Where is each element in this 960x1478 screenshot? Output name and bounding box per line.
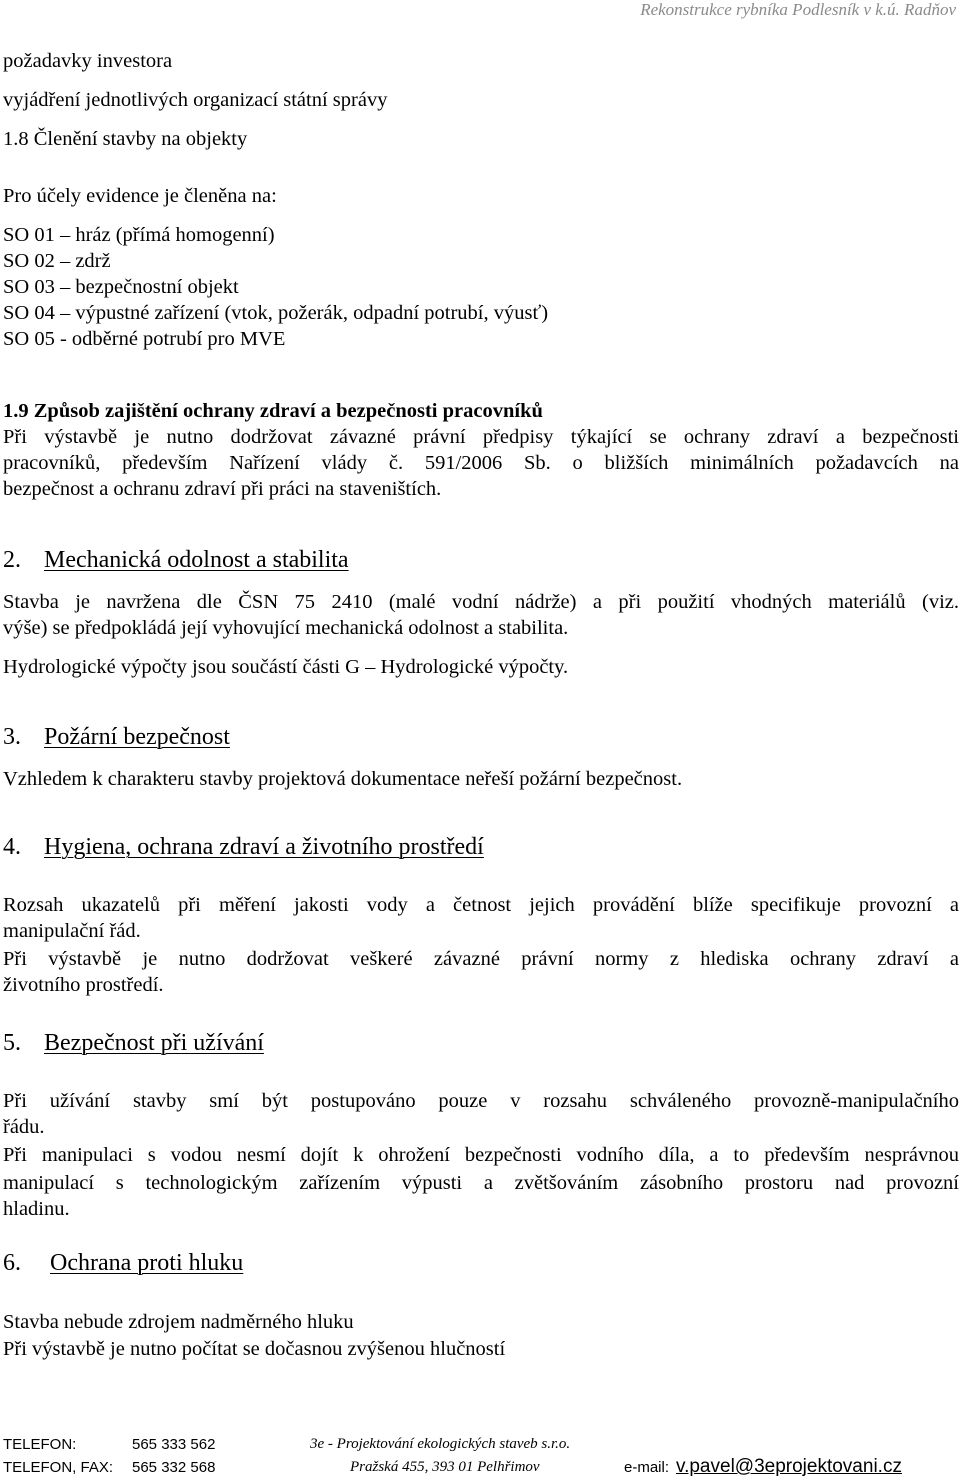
section-5-line: řádu.: [3, 1116, 45, 1138]
section-2-line: výše) se předpokládá její vyhovující mechanická odolnost a stabilita.: [3, 617, 569, 639]
section-4-line: životního prostředí.: [3, 974, 164, 996]
object-item: SO 04 – výpustné zařízení (vtok, požerák, odpadní potrubí, výusť): [3, 302, 549, 324]
footer-company: 3e - Projektování ekologických staveb s.r.o.: [310, 1436, 571, 1452]
section-2-title: Mechanická odolnost a stabilita: [44, 547, 349, 573]
section-4-number: 4.: [3, 834, 21, 860]
footer-fax: 565 332 568: [132, 1459, 216, 1476]
section-6-title: Ochrana proti hluku: [50, 1250, 244, 1276]
footer-email-link[interactable]: v.pavel@3eprojektovani.cz: [676, 1456, 902, 1477]
section-3-line: Vzhledem k charakteru stavby projektová dokumentace neřeší požární bezpečnost.: [3, 768, 683, 790]
footer-address: Pražská 455, 393 01 Pelhřimov: [350, 1459, 540, 1475]
running-header: Rekonstrukce rybníka Podlesník v k.ú. Radňov: [640, 0, 956, 19]
section-1-9-line: Při výstavbě je nutno dodržovat závazné právní předpisy týkající se ochrany zdraví a bezpečnosti: [3, 426, 959, 448]
section-5-line: hladinu.: [3, 1198, 70, 1220]
section-5-number: 5.: [3, 1030, 21, 1056]
footer-phone-label: TELEFON:: [3, 1436, 77, 1453]
section-6-line: Při výstavbě je nutno počítat se dočasnou zvýšenou hlučností: [3, 1338, 506, 1360]
section-1-9-line: bezpečnost a ochranu zdraví při práci na staveništích.: [3, 478, 442, 500]
section-6-number: 6.: [3, 1250, 21, 1276]
intro-line-1: požadavky investora: [3, 50, 173, 72]
section-3-title: Požární bezpečnost: [44, 724, 230, 750]
section-2-number: 2.: [3, 547, 21, 573]
section-3-number: 3.: [3, 724, 21, 750]
section-2-line: Stavba je navržena dle ČSN 75 2410 (malé vodní nádrže) a při použití vhodných materiálů (viz.: [3, 591, 959, 613]
section-2-line: Hydrologické výpočty jsou součástí části G – Hydrologické výpočty.: [3, 656, 569, 678]
section-1-8-lead: Pro účely evidence je členěna na:: [3, 185, 277, 207]
object-item: SO 05 - odběrné potrubí pro MVE: [3, 328, 286, 350]
footer-email-label: e-mail:: [624, 1459, 670, 1476]
footer-fax-label: TELEFON, FAX:: [3, 1459, 114, 1476]
section-6-line: Stavba nebude zdrojem nadměrného hluku: [3, 1311, 354, 1333]
section-5-line: Při užívání stavby smí být postupováno pouze v rozsahu schváleného provozně-manipulačního: [3, 1090, 959, 1112]
section-5-line: manipulací s technologickým zařízením výpusti a zvětšováním zásobního prostoru nad provozní: [3, 1172, 959, 1194]
section-4-line: manipulační řád.: [3, 920, 141, 942]
object-item: SO 03 – bezpečnostní objekt: [3, 276, 239, 298]
section-5-line: Při manipulaci s vodou nesmí dojít k ohrožení bezpečnosti vodního díla, a to především nesprávnou: [3, 1144, 959, 1166]
section-1-9-line: pracovníků, především Nařízení vlády č. 591/2006 Sb. o bližších minimálních požadavcích na: [3, 452, 959, 474]
section-5-title: Bezpečnost při užívání: [44, 1030, 264, 1056]
object-item: SO 02 – zdrž: [3, 250, 111, 272]
intro-line-2: vyjádření jednotlivých organizací státní správy: [3, 89, 388, 111]
object-item: SO 01 – hráz (přímá homogenní): [3, 224, 275, 246]
section-4-line: Při výstavbě je nutno dodržovat veškeré závazné právní normy z hlediska ochrany zdraví a: [3, 948, 959, 970]
section-1-8-heading: 1.8 Členění stavby na objekty: [3, 128, 248, 150]
section-1-9-heading: 1.9 Způsob zajištění ochrany zdraví a bezpečnosti pracovníků: [3, 400, 543, 422]
footer-phone: 565 333 562: [132, 1436, 216, 1453]
section-4-line: Rozsah ukazatelů při měření jakosti vody a četnost jejich provádění blíže specifikuje provozní a: [3, 894, 959, 916]
section-4-title: Hygiena, ochrana zdraví a životního prostředí: [44, 834, 484, 860]
